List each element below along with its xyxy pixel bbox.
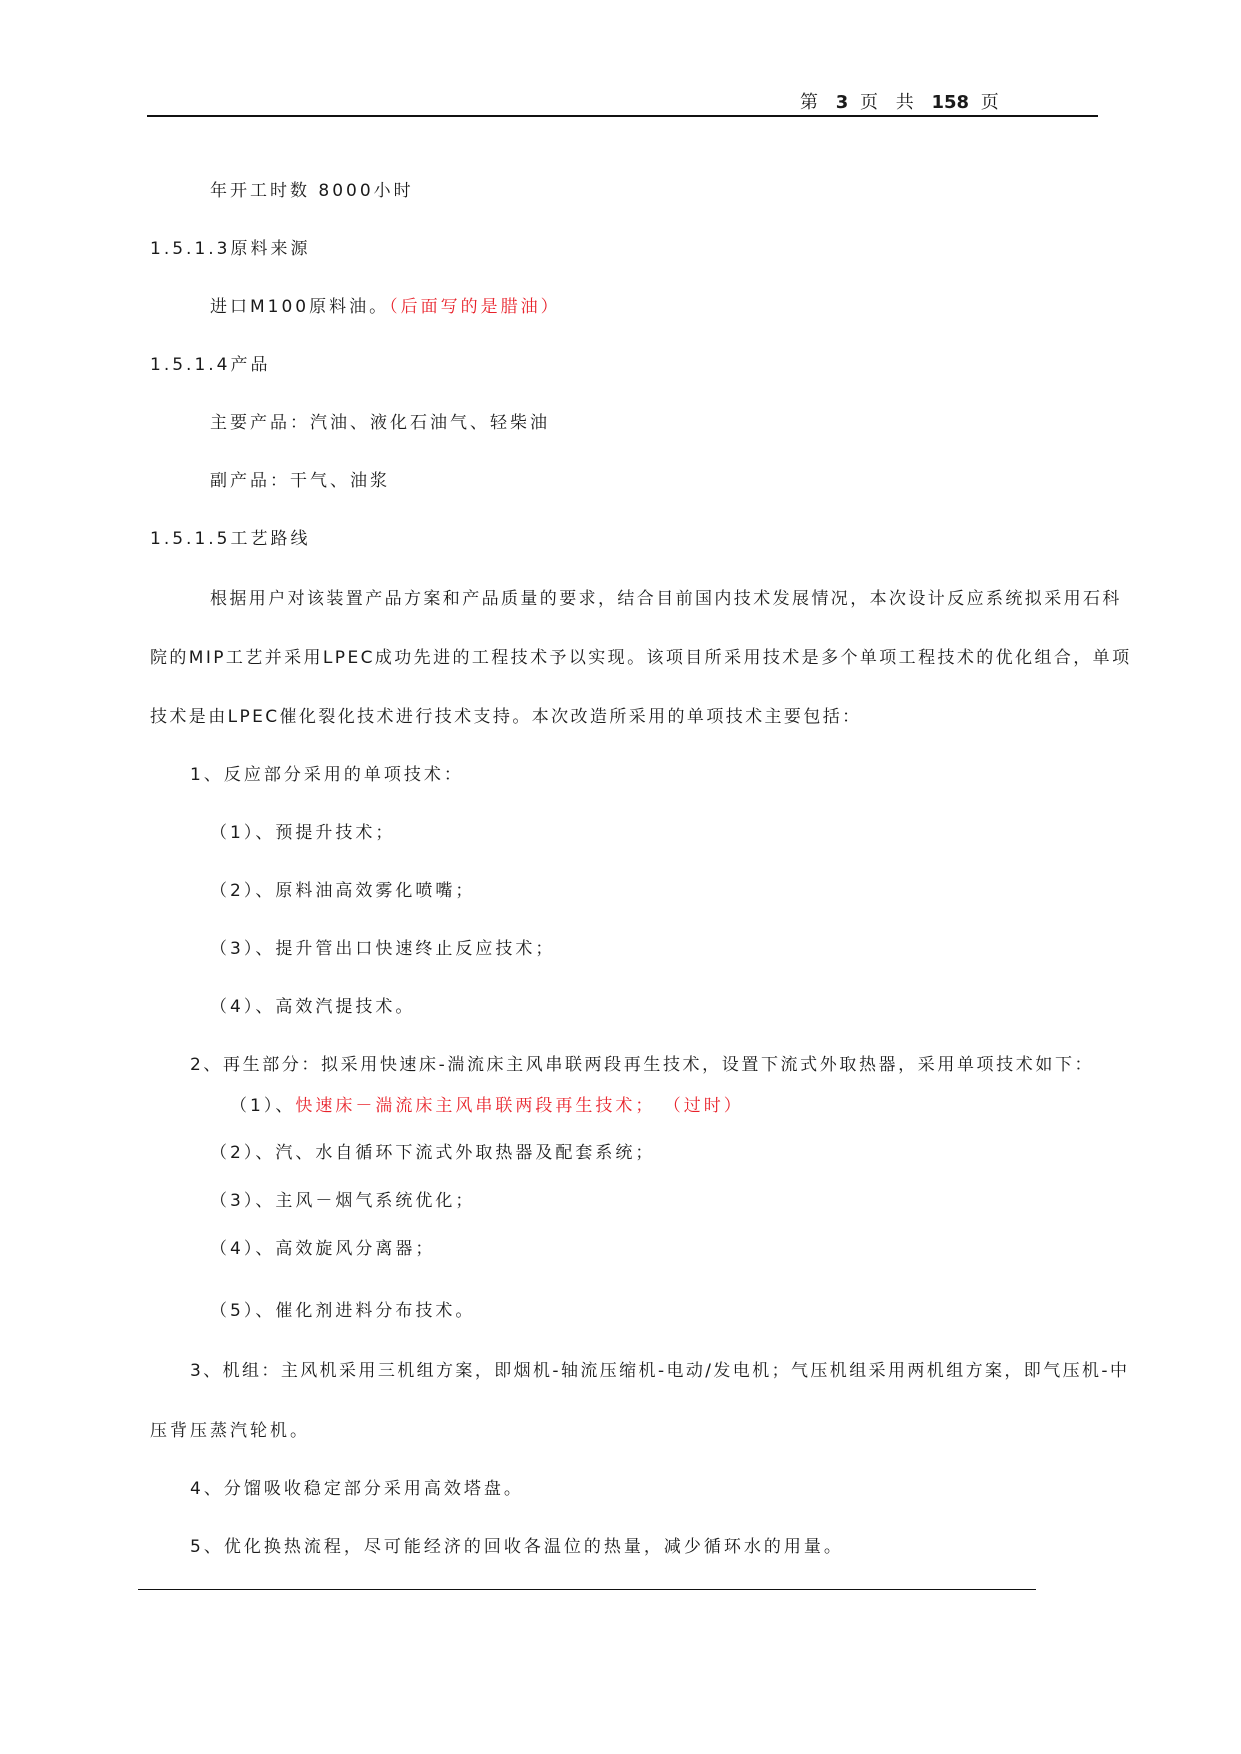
process-paragraph-line-1: 根据用户对该装置产品方案和产品质量的要求，结合目前国内技术发展情况，本次设计反应系统拟采用石科 xyxy=(210,589,1122,609)
section-heading-products: 1.5.1.4产品 xyxy=(150,355,271,375)
list-item-reaction: 1、反应部分采用的单项技术： xyxy=(190,765,464,785)
list-subitem: （2）、汽、水自循环下流式外取热器及配套系统； xyxy=(210,1143,656,1163)
list-item-regeneration: 2、再生部分：拟采用快速床-湍流床主风串联两段再生技术，设置下流式外取热器，采用单项技术如下： xyxy=(190,1055,1095,1075)
process-paragraph-line-3: 技术是由LPEC催化裂化技术进行技术支持。本次改造所采用的单项技术主要包括： xyxy=(150,707,862,727)
page-number: 3 xyxy=(835,92,849,113)
header-rule xyxy=(147,115,1098,117)
list-item-units: 3、机组：主风机采用三机组方案，即烟机-轴流压缩机-电动/发电机；气压机组采用两机组方案，即气压机-中 xyxy=(190,1361,1130,1381)
list-item-units-continued: 压背压蒸汽轮机。 xyxy=(150,1421,310,1441)
list-subitem: （4）、高效旋风分离器； xyxy=(210,1239,436,1259)
list-subitem: （1）、预提升技术； xyxy=(210,823,396,843)
section-heading-raw-material: 1.5.1.3原料来源 xyxy=(150,239,311,259)
operating-hours-line: 年开工时数 8000小时 xyxy=(210,181,414,201)
list-item-fractionation: 4、分馏吸收稳定部分采用高效塔盘。 xyxy=(190,1479,524,1499)
list-subitem: （5）、催化剂进料分布技术。 xyxy=(210,1301,476,1321)
list-subitem: （2）、原料油高效雾化喷嘴； xyxy=(210,881,476,901)
raw-material-line xyxy=(210,296,561,318)
subitem-number: （1）、 xyxy=(230,1096,296,1116)
list-subitem: （4）、高效汽提技术。 xyxy=(210,997,416,1017)
page-label-mid: 页 共 xyxy=(860,92,920,113)
list-item-heat-exchange: 5、优化换热流程，尽可能经济的回收各温位的热量，减少循环水的用量。 xyxy=(190,1537,844,1557)
list-subitem: （3）、主风－烟气系统优化； xyxy=(210,1191,476,1211)
section-heading-process-route: 1.5.1.5工艺路线 xyxy=(150,529,311,549)
main-products-line: 主要产品：汽油、液化石油气、轻柴油 xyxy=(210,413,550,433)
by-products-line: 副产品：干气、油浆 xyxy=(210,471,390,491)
page-header xyxy=(800,88,1005,114)
list-subitem-outdated xyxy=(230,1095,744,1117)
outdated-note: 快速床－湍流床主风串联两段再生技术； （过时） xyxy=(295,1096,744,1116)
process-paragraph-line-2: 院的MIP工艺并采用LPEC成功先进的工程技术予以实现。该项目所采用技术是多个单项工程技术的优化组合，单项 xyxy=(150,648,1132,668)
footer-rule xyxy=(138,1589,1036,1590)
list-subitem: （3）、提升管出口快速终止反应技术； xyxy=(210,939,556,959)
raw-material-note: （后面写的是腊油） xyxy=(389,297,561,317)
raw-material-text: 进口M100原料油。 xyxy=(210,297,390,317)
total-pages: 158 xyxy=(931,92,970,113)
page-label-suffix: 页 xyxy=(980,92,1005,113)
page-label-prefix: 第 xyxy=(800,92,824,113)
